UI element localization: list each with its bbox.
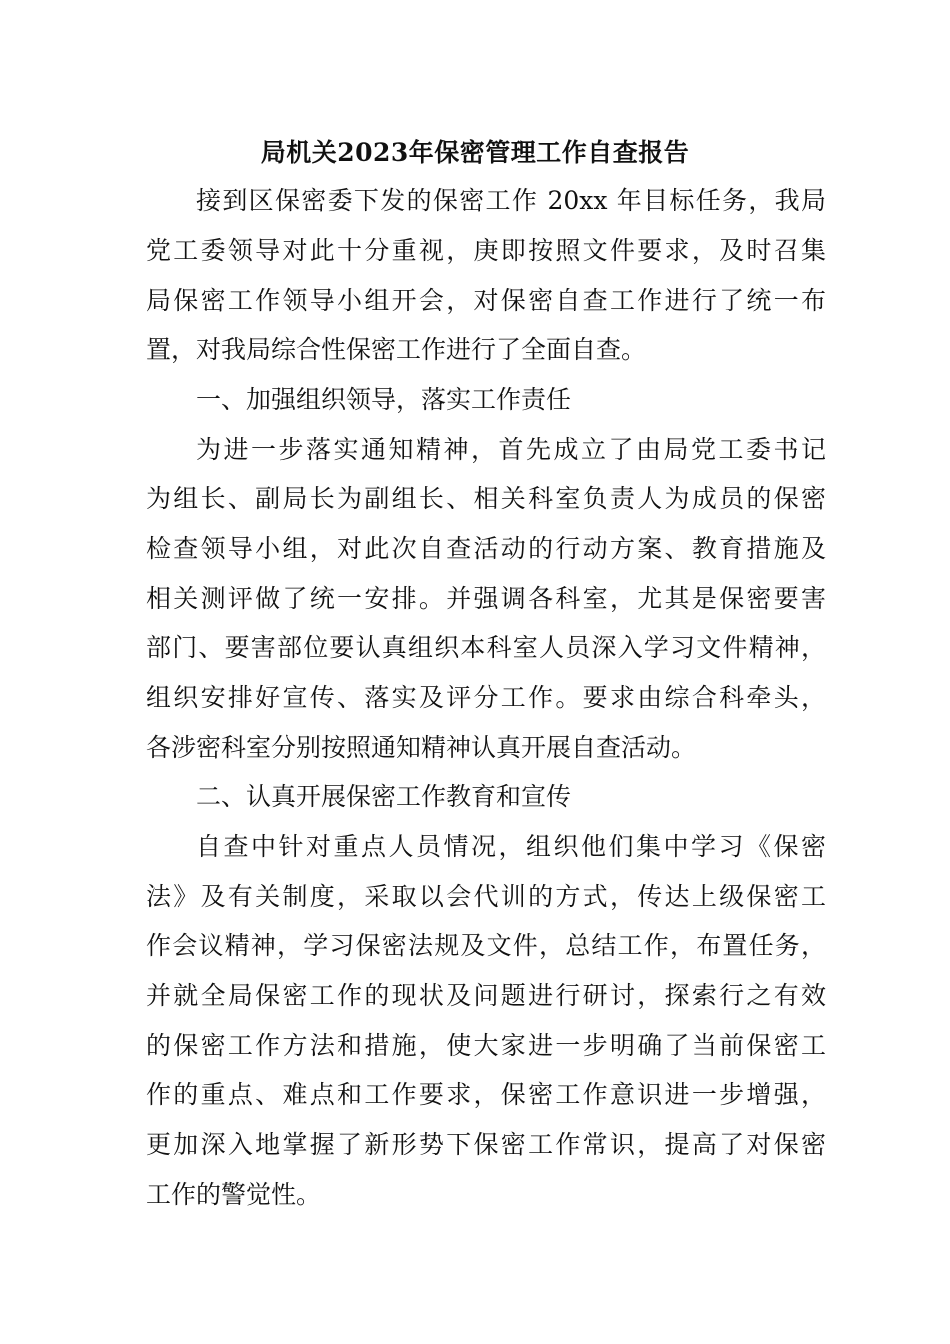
paragraph-2-line-2: 为组长、副局长为副组长、相关科室负责人为成员的保密 <box>146 484 826 513</box>
paragraph-1-line-1: 接到区保密委下发的保密工作 20xx 年目标任务，我局 <box>196 186 826 215</box>
paragraph-2-line-7: 各涉密科室分别按照通知精神认真开展自查活动。 <box>146 733 697 762</box>
paragraph-3-line-6: 作的重点、难点和工作要求，保密工作意识进一步增强， <box>146 1080 826 1109</box>
paragraph-1-line-2: 党工委领导对此十分重视，庚即按照文件要求，及时召集 <box>146 236 826 265</box>
paragraph-2-line-1: 为进一步落实通知精神，首先成立了由局党工委书记 <box>196 435 826 464</box>
document-title: 局机关2023年保密管理工作自查报告 <box>260 138 690 167</box>
paragraph-3-line-1: 自查中针对重点人员情况，组织他们集中学习《保密 <box>196 832 826 861</box>
paragraph-3-line-3: 作会议精神，学习保密法规及文件，总结工作，布置任务， <box>146 931 826 960</box>
paragraph-3-line-8: 工作的警觉性。 <box>146 1180 322 1209</box>
paragraph-3-line-7: 更加深入地掌握了新形势下保密工作常识，提高了对保密 <box>146 1130 826 1159</box>
paragraph-1-line-3: 局保密工作领导小组开会，对保密自查工作进行了统一布 <box>146 286 826 315</box>
paragraph-1-line-4: 置，对我局综合性保密工作进行了全面自查。 <box>146 335 647 364</box>
paragraph-2-line-6: 组织安排好宣传、落实及评分工作。要求由综合科牵头， <box>146 683 826 712</box>
paragraph-3-line-5: 的保密工作方法和措施，使大家进一步明确了当前保密工 <box>146 1031 826 1060</box>
paragraph-2-line-4: 相关测评做了统一安排。并强调各科室，尤其是保密要害 <box>146 584 826 613</box>
paragraph-2-line-3: 检查领导小组，对此次自查活动的行动方案、教育措施及 <box>146 534 826 563</box>
section-heading-1: 一、加强组织领导，落实工作责任 <box>196 385 572 414</box>
section-heading-2: 二、认真开展保密工作教育和宣传 <box>196 782 572 811</box>
paragraph-2-line-5: 部门、要害部位要认真组织本科室人员深入学习文件精神， <box>146 633 826 662</box>
paragraph-3-line-2: 法》及有关制度，采取以会代训的方式，传达上级保密工 <box>146 882 826 911</box>
paragraph-3-line-4: 并就全局保密工作的现状及问题进行研讨，探索行之有效 <box>146 981 826 1010</box>
